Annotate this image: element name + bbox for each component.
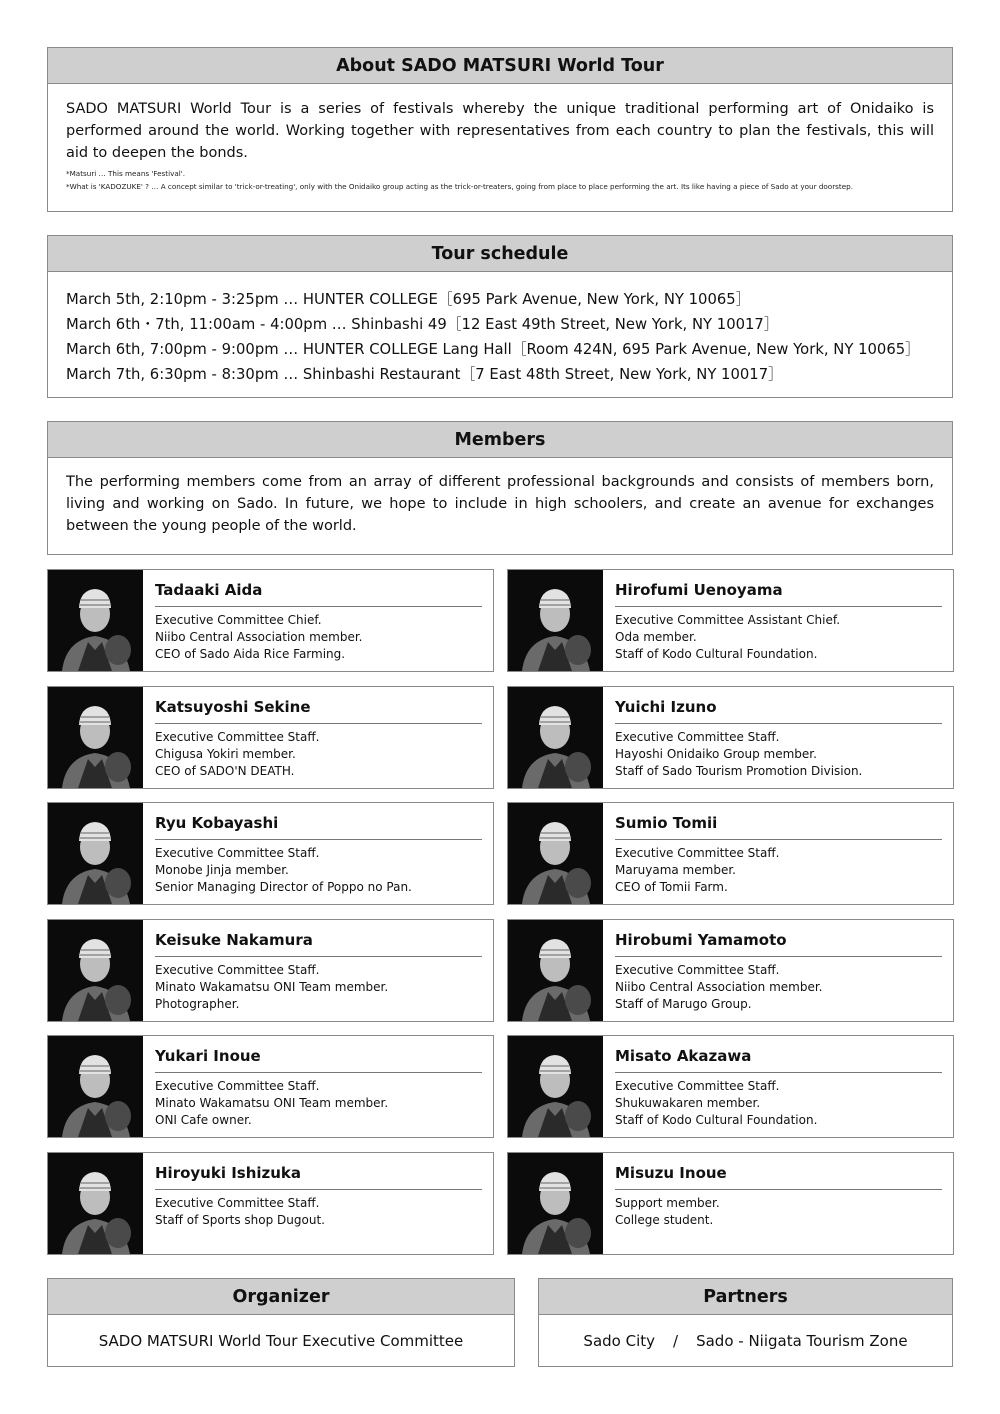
member-name: Sumio Tomii	[615, 814, 942, 840]
member-roles	[155, 729, 319, 780]
member-roles	[615, 962, 822, 1013]
partner-name: Sado City	[583, 1332, 656, 1350]
member-photo	[508, 1153, 603, 1254]
member-roles	[615, 845, 779, 896]
schedule-item: March 5th, 2:10pm - 3:25pm … HUNTER COLLEGE［695 Park Avenue, New York, NY 10065］	[66, 291, 751, 308]
member-role-line: Executive Committee Staff.	[155, 963, 320, 977]
member-card	[47, 1035, 494, 1138]
member-role-line: Oda member.	[615, 630, 697, 644]
member-role-line: Executive Committee Chief.	[155, 613, 322, 627]
member-name: Keisuke Nakamura	[155, 931, 482, 957]
member-role-line: CEO of Sado Aida Rice Farming.	[155, 647, 346, 661]
member-role-line: Support member.	[615, 1196, 720, 1210]
member-role-line: Executive Committee Staff.	[155, 1079, 320, 1093]
member-role-line: Executive Committee Staff.	[615, 730, 780, 744]
member-roles	[615, 729, 862, 780]
member-photo	[508, 920, 603, 1021]
member-name: Misato Akazawa	[615, 1047, 942, 1073]
member-role-line: Shukuwakaren member.	[615, 1096, 761, 1110]
member-photo	[48, 803, 143, 904]
organizer-text: SADO MATSURI World Tour Executive Committee	[98, 1332, 464, 1350]
member-role-line: Executive Committee Staff.	[155, 1196, 320, 1210]
member-name: Yuichi Izuno	[615, 698, 942, 724]
about-note-matsuri: *Matsuri … This means 'Festival'.	[66, 169, 186, 178]
member-card	[507, 1152, 954, 1255]
member-name: Tadaaki Aida	[155, 581, 482, 607]
tour-schedule-section	[47, 235, 953, 398]
member-role-line: Executive Committee Staff.	[615, 963, 780, 977]
member-card	[47, 802, 494, 905]
member-photo	[48, 920, 143, 1021]
member-role-line: Staff of Sado Tourism Promotion Division.	[615, 764, 863, 778]
members-section	[47, 421, 953, 555]
member-photo	[48, 1036, 143, 1137]
member-card	[47, 1152, 494, 1255]
member-role-line: Minato Wakamatsu ONI Team member.	[155, 1096, 389, 1110]
member-roles	[155, 845, 412, 896]
member-role-line: Executive Committee Staff.	[615, 846, 780, 860]
member-card	[47, 569, 494, 672]
partner-separator: /	[673, 1332, 679, 1350]
member-role-line: Chigusa Yokiri member.	[155, 747, 296, 761]
member-photo	[48, 570, 143, 671]
member-name: Misuzu Inoue	[615, 1164, 942, 1190]
member-role-line: Maruyama member.	[615, 863, 736, 877]
member-role-line: Staff of Kodo Cultural Foundation.	[615, 647, 818, 661]
about-title: About SADO MATSURI World Tour	[48, 48, 952, 84]
member-name: Hiroyuki Ishizuka	[155, 1164, 482, 1190]
member-role-line: Monobe Jinja member.	[155, 863, 289, 877]
members-title: Members	[48, 422, 952, 458]
member-role-line: Staff of Kodo Cultural Foundation.	[615, 1113, 818, 1127]
member-role-line: Staff of Marugo Group.	[615, 997, 752, 1011]
member-role-line: Executive Committee Assistant Chief.	[615, 613, 841, 627]
member-name: Hirofumi Uenoyama	[615, 581, 942, 607]
member-roles	[615, 1195, 720, 1229]
member-card	[507, 686, 954, 789]
member-role-line: CEO of Tomii Farm.	[615, 880, 728, 894]
members-text: The performing members come from an array of different professional backgrounds and consists of members born, living and working on Sado. In future, we hope to include in high schoolers, and create an avenue for exchanges between the young people of the world.	[66, 474, 934, 534]
member-card	[47, 919, 494, 1022]
member-card	[507, 569, 954, 672]
partners-title: Partners	[539, 1279, 952, 1315]
member-role-line: Photographer.	[155, 997, 240, 1011]
member-role-line: Niibo Central Association member.	[155, 630, 363, 644]
member-roles	[155, 1078, 388, 1129]
member-role-line: Executive Committee Staff.	[615, 1079, 780, 1093]
member-card	[507, 1035, 954, 1138]
member-photo	[48, 1153, 143, 1254]
about-section	[47, 47, 953, 212]
member-role-line: Hayoshi Onidaiko Group member.	[615, 747, 817, 761]
member-role-line: CEO of SADO'N DEATH.	[155, 764, 295, 778]
member-role-line: ONI Cafe owner.	[155, 1113, 252, 1127]
partners-section	[538, 1278, 953, 1367]
schedule-item: March 6th・7th, 11:00am - 4:00pm … Shinbashi 49［12 East 49th Street, New York, NY 10017］	[66, 316, 779, 333]
schedule-item: March 7th, 6:30pm - 8:30pm … Shinbashi Restaurant［7 East 48th Street, New York, NY 10017］	[66, 366, 783, 383]
member-photo	[48, 687, 143, 788]
member-photo	[508, 570, 603, 671]
member-role-line: College student.	[615, 1213, 714, 1227]
organizer-section	[47, 1278, 515, 1367]
member-card	[507, 919, 954, 1022]
schedule-item: March 6th, 7:00pm - 9:00pm … HUNTER COLLEGE Lang Hall［Room 424N, 695 Park Avenue, New York, NY 10065］	[66, 341, 920, 358]
tour-title: Tour schedule	[48, 236, 952, 272]
member-photo	[508, 687, 603, 788]
member-name: Hirobumi Yamamoto	[615, 931, 942, 957]
member-roles	[155, 1195, 325, 1229]
member-role-line: Senior Managing Director of Poppo no Pan.	[155, 880, 412, 894]
member-name: Yukari Inoue	[155, 1047, 482, 1073]
member-card	[47, 686, 494, 789]
organizer-title: Organizer	[48, 1279, 514, 1315]
member-roles	[155, 612, 362, 663]
member-roles	[155, 962, 388, 1013]
member-photo	[508, 803, 603, 904]
member-roles	[615, 612, 840, 663]
member-photo	[508, 1036, 603, 1137]
member-role-line: Executive Committee Staff.	[155, 846, 320, 860]
member-role-line: Staff of Sports shop Dugout.	[155, 1213, 325, 1227]
member-name: Katsuyoshi Sekine	[155, 698, 482, 724]
member-name: Ryu Kobayashi	[155, 814, 482, 840]
member-role-line: Niibo Central Association member.	[615, 980, 823, 994]
partner-name: Sado - Niigata Tourism Zone	[696, 1332, 908, 1350]
member-roles	[615, 1078, 817, 1129]
about-text: SADO MATSURI World Tour is a series of festivals whereby the unique traditional performing art of Onidaiko is performed around the world. Working together with representatives from each country to plan the festivals, this will aid to deepen the bonds.	[66, 101, 934, 161]
member-card	[507, 802, 954, 905]
member-role-line: Executive Committee Staff.	[155, 730, 320, 744]
about-note-kadozuke: *What is 'KADOZUKE' ? … A concept similar to 'trick-or-treating', only with the Onidaiko group acting as the trick-or-treaters, going from place to place performing the art. Its like having a piece of Sado at your doorstep.	[66, 182, 853, 191]
member-role-line: Minato Wakamatsu ONI Team member.	[155, 980, 389, 994]
